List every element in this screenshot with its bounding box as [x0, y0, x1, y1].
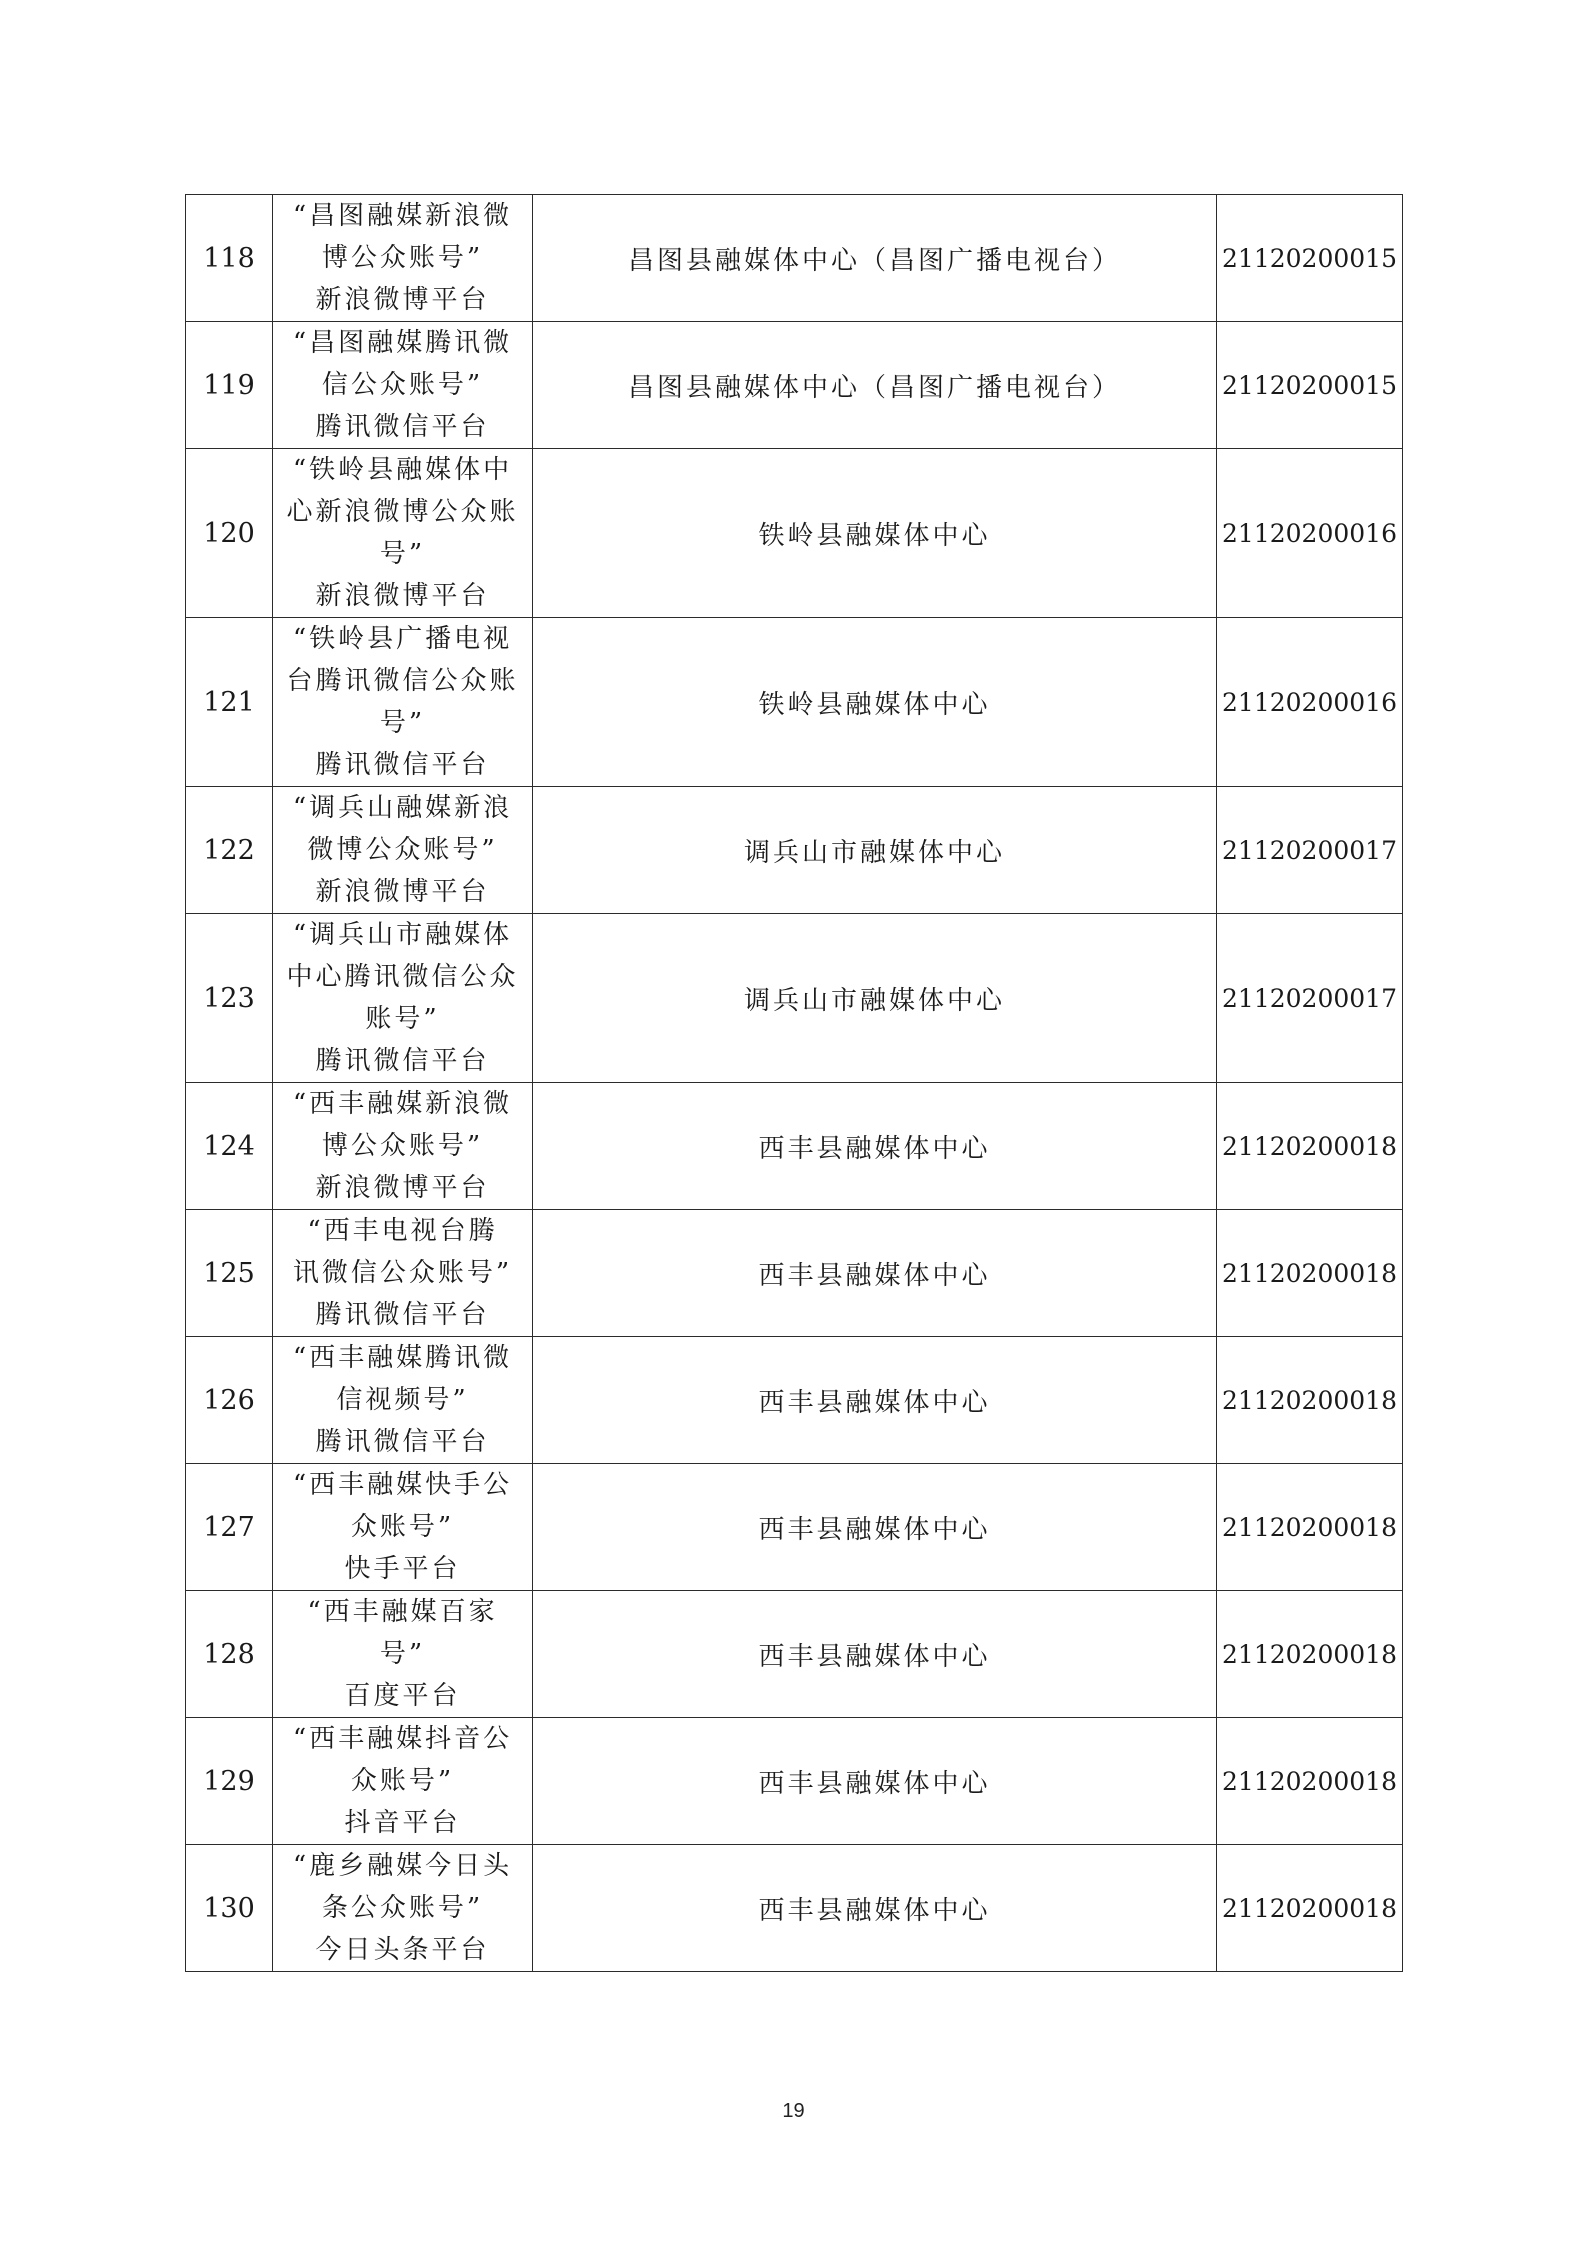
account-name-line: 号”: [379, 539, 426, 569]
account-name-cell: [273, 1845, 533, 1972]
account-name-line: 微博公众账号”: [307, 835, 498, 865]
organization-cell: 西丰县融媒体中心: [533, 1210, 1217, 1337]
organization-cell: 调兵山市融媒体中心: [533, 787, 1217, 914]
account-name-line: “调兵山市融媒体: [292, 920, 513, 950]
organization-cell: 西丰县融媒体中心: [533, 1845, 1217, 1972]
account-name-line: 号”: [379, 1639, 426, 1669]
row-index-cell: 122: [186, 787, 273, 914]
row-index-cell: 126: [186, 1337, 273, 1464]
account-name-cell: [273, 1337, 533, 1464]
table-row: [186, 1845, 1403, 1972]
organization-cell: 西丰县融媒体中心: [533, 1718, 1217, 1845]
table-row: [186, 1337, 1403, 1464]
account-name-line: 新浪微博平台: [315, 285, 490, 315]
account-name-line: 条公众账号”: [321, 1893, 484, 1923]
row-index-cell: 119: [186, 322, 273, 449]
organization-cell: 西丰县融媒体中心: [533, 1464, 1217, 1591]
row-index-cell: 121: [186, 618, 273, 787]
organization-cell: 昌图县融媒体中心（昌图广播电视台）: [533, 195, 1217, 322]
row-index-cell: 123: [186, 914, 273, 1083]
license-code-cell: 21120200018: [1217, 1718, 1403, 1845]
license-code-cell: 21120200018: [1217, 1083, 1403, 1210]
account-name-cell: [273, 914, 533, 1083]
registry-table-body: [186, 195, 1403, 1972]
account-name-line: “西丰电视台腾: [307, 1216, 498, 1246]
account-name-line: 今日头条平台: [315, 1935, 490, 1965]
account-name-line: 百度平台: [344, 1681, 461, 1711]
table-row: [186, 1083, 1403, 1210]
license-code-cell: 21120200018: [1217, 1210, 1403, 1337]
table-row: [186, 1210, 1403, 1337]
account-name-line: 众账号”: [350, 1766, 455, 1796]
license-code-cell: 21120200018: [1217, 1464, 1403, 1591]
organization-cell: 西丰县融媒体中心: [533, 1083, 1217, 1210]
account-name-line: “铁岭县广播电视: [292, 624, 513, 654]
row-index-cell: 129: [186, 1718, 273, 1845]
account-name-cell: [273, 449, 533, 618]
account-name-line: 台腾讯微信公众账: [286, 666, 519, 696]
account-name-cell: [273, 1210, 533, 1337]
account-name-line: 腾讯微信平台: [315, 1300, 490, 1330]
license-code-cell: 21120200016: [1217, 449, 1403, 618]
account-name-line: “昌图融媒新浪微: [292, 201, 513, 231]
account-name-line: 博公众账号”: [321, 1131, 484, 1161]
license-code-cell: 21120200017: [1217, 914, 1403, 1083]
account-name-line: “昌图融媒腾讯微: [292, 328, 513, 358]
account-name-cell: [273, 1591, 533, 1718]
row-index-cell: 124: [186, 1083, 273, 1210]
page-number: 19: [782, 2100, 805, 2122]
account-name-line: 博公众账号”: [321, 243, 484, 273]
table-row: [186, 1718, 1403, 1845]
account-name-line: “西丰融媒抖音公: [292, 1724, 513, 1754]
license-code-cell: 21120200017: [1217, 787, 1403, 914]
account-name-line: 讯微信公众账号”: [292, 1258, 513, 1288]
account-name-cell: [273, 195, 533, 322]
account-name-line: 腾讯微信平台: [315, 750, 490, 780]
account-name-line: 众账号”: [350, 1512, 455, 1542]
table-row: [186, 787, 1403, 914]
organization-cell: 昌图县融媒体中心（昌图广播电视台）: [533, 322, 1217, 449]
table-row: [186, 322, 1403, 449]
account-name-line: 新浪微博平台: [315, 581, 490, 611]
row-index-cell: 118: [186, 195, 273, 322]
account-name-line: 抖音平台: [344, 1808, 461, 1838]
account-name-line: “鹿乡融媒今日头: [292, 1851, 513, 1881]
account-name-line: 腾讯微信平台: [315, 1427, 490, 1457]
account-name-line: 账号”: [365, 1004, 440, 1034]
account-name-cell: [273, 787, 533, 914]
table-row: [186, 449, 1403, 618]
account-name-cell: [273, 1083, 533, 1210]
license-code-cell: 21120200018: [1217, 1337, 1403, 1464]
account-name-line: 快手平台: [344, 1554, 461, 1584]
license-code-cell: 21120200015: [1217, 195, 1403, 322]
organization-cell: 铁岭县融媒体中心: [533, 618, 1217, 787]
table-row: [186, 618, 1403, 787]
account-name-line: 中心腾讯微信公众: [286, 962, 519, 992]
table-row: [186, 195, 1403, 322]
organization-cell: 西丰县融媒体中心: [533, 1337, 1217, 1464]
account-name-line: “调兵山融媒新浪: [292, 793, 513, 823]
account-name-line: 腾讯微信平台: [315, 1046, 490, 1076]
row-index-cell: 120: [186, 449, 273, 618]
organization-cell: 西丰县融媒体中心: [533, 1591, 1217, 1718]
organization-cell: 调兵山市融媒体中心: [533, 914, 1217, 1083]
account-name-line: 新浪微博平台: [315, 1173, 490, 1203]
row-index-cell: 127: [186, 1464, 273, 1591]
account-name-line: “西丰融媒新浪微: [292, 1089, 513, 1119]
account-name-cell: [273, 1718, 533, 1845]
license-code-cell: 21120200018: [1217, 1591, 1403, 1718]
account-name-line: “西丰融媒百家: [307, 1597, 498, 1627]
license-code-cell: 21120200015: [1217, 322, 1403, 449]
account-name-cell: [273, 1464, 533, 1591]
account-name-line: 信公众账号”: [321, 370, 484, 400]
table-row: [186, 1591, 1403, 1718]
license-code-cell: 21120200016: [1217, 618, 1403, 787]
row-index-cell: 128: [186, 1591, 273, 1718]
account-name-line: “西丰融媒快手公: [292, 1470, 513, 1500]
table-row: [186, 1464, 1403, 1591]
account-name-cell: [273, 322, 533, 449]
account-name-line: “西丰融媒腾讯微: [292, 1343, 513, 1373]
registry-table: [185, 194, 1403, 1972]
account-name-line: 心新浪微博公众账: [286, 497, 519, 527]
row-index-cell: 130: [186, 1845, 273, 1972]
account-name-line: “铁岭县融媒体中: [292, 455, 513, 485]
row-index-cell: 125: [186, 1210, 273, 1337]
account-name-line: 腾讯微信平台: [315, 412, 490, 442]
table-row: [186, 914, 1403, 1083]
account-name-cell: [273, 618, 533, 787]
account-name-line: 信视频号”: [336, 1385, 469, 1415]
license-code-cell: 21120200018: [1217, 1845, 1403, 1972]
account-name-line: 新浪微博平台: [315, 877, 490, 907]
organization-cell: 铁岭县融媒体中心: [533, 449, 1217, 618]
account-name-line: 号”: [379, 708, 426, 738]
